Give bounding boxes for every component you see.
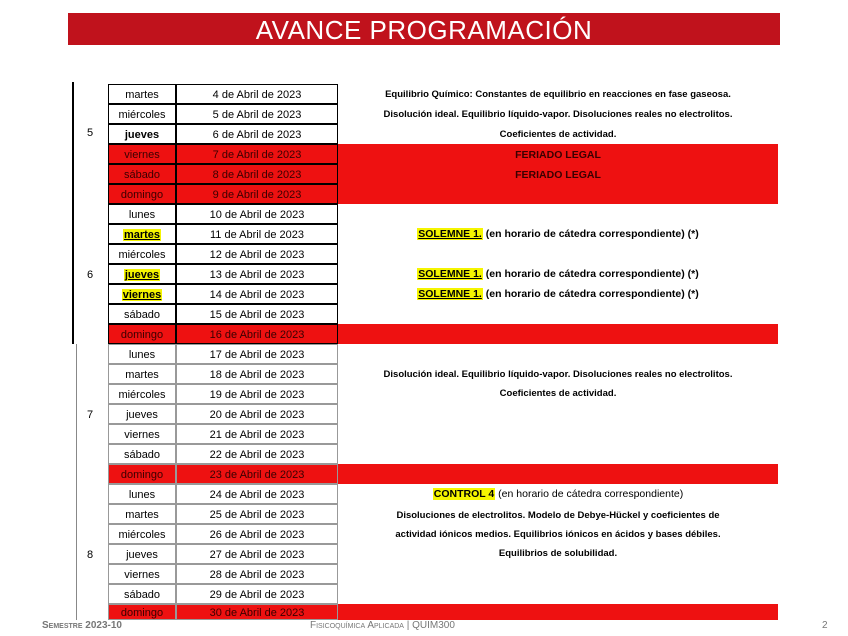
table-row: 9 de Abril de 2023 <box>176 184 338 204</box>
week-5-left-border <box>72 82 74 204</box>
table-row: 20 de Abril de 2023 <box>176 404 338 424</box>
footer-semester: Semestre 2023-10 <box>42 620 122 631</box>
highlighted-day: viernes <box>122 289 162 301</box>
control-note <box>338 488 778 500</box>
table-row: 26 de Abril de 2023 <box>176 524 338 544</box>
solemne-note <box>338 288 778 300</box>
table-row: 11 de Abril de 2023 <box>176 224 338 244</box>
table-row: 14 de Abril de 2023 <box>176 284 338 304</box>
control-text: (en horario de cátedra correspondiente) <box>495 488 684 500</box>
table-row: sábado <box>108 304 176 324</box>
table-row: lunes <box>108 204 176 224</box>
week-8-sunday-band <box>338 604 778 620</box>
holiday-label: FERIADO LEGAL <box>515 169 601 181</box>
table-row: 21 de Abril de 2023 <box>176 424 338 444</box>
table-row: 25 de Abril de 2023 <box>176 504 338 524</box>
solemne-note <box>338 268 778 280</box>
highlighted-day: jueves <box>124 269 160 281</box>
table-row: domingo <box>108 324 176 344</box>
solemne-label: SOLEMNE 1. <box>418 268 482 280</box>
table-row: jueves <box>108 404 176 424</box>
table-row: lunes <box>108 484 176 504</box>
solemne-note <box>338 228 778 240</box>
table-row: 22 de Abril de 2023 <box>176 444 338 464</box>
week-7-sunday-band <box>338 464 778 484</box>
table-row: 4 de Abril de 2023 <box>176 84 338 104</box>
week-8-desc-1: Disoluciones de electrolitos. Modelo de Debye-Hückel y coeficientes de <box>396 510 720 521</box>
table-row: martes <box>108 84 176 104</box>
table-row: 6 de Abril de 2023 <box>176 124 338 144</box>
title-banner <box>68 13 780 45</box>
week-7-number: 7 <box>86 409 94 421</box>
table-row: jueves <box>108 544 176 564</box>
table-row: miércoles <box>108 524 176 544</box>
table-row <box>108 284 176 304</box>
week-8-desc-2: actividad iónicos medios. Equilibrios iónicos en ácidos y bases débiles. <box>395 529 721 540</box>
week-5-number: 5 <box>86 127 94 139</box>
table-row: 30 de Abril de 2023 <box>176 604 338 620</box>
table-row: 23 de Abril de 2023 <box>176 464 338 484</box>
table-row: 15 de Abril de 2023 <box>176 304 338 324</box>
table-row: 5 de Abril de 2023 <box>176 104 338 124</box>
page-title: AVANCE PROGRAMACIÓN <box>255 15 593 45</box>
table-row: 28 de Abril de 2023 <box>176 564 338 584</box>
table-row: martes <box>108 504 176 524</box>
table-row: 16 de Abril de 2023 <box>176 324 338 344</box>
table-row: miércoles <box>108 104 176 124</box>
table-row: 27 de Abril de 2023 <box>176 544 338 564</box>
solemne-text: (en horario de cátedra correspondiente) (*) <box>482 228 699 240</box>
table-row: domingo <box>108 184 176 204</box>
table-row: lunes <box>108 344 176 364</box>
week-5-desc-2: Disolución ideal. Equilibrio líquido-vapor. Disoluciones reales no electrolitos. <box>383 109 733 120</box>
week-7-desc-2: Coeficientes de actividad. <box>499 388 617 399</box>
table-row: 17 de Abril de 2023 <box>176 344 338 364</box>
week-8-desc-3: Equilibrios de solubilidad. <box>498 548 618 559</box>
table-row: 12 de Abril de 2023 <box>176 244 338 264</box>
table-row: domingo <box>108 464 176 484</box>
week-6-number: 6 <box>86 269 94 281</box>
table-row: sábado <box>108 584 176 604</box>
table-row: 24 de Abril de 2023 <box>176 484 338 504</box>
table-row <box>108 264 176 284</box>
highlighted-day: martes <box>123 229 161 241</box>
table-row: viernes <box>108 144 176 164</box>
table-row <box>108 224 176 244</box>
table-row: 13 de Abril de 2023 <box>176 264 338 284</box>
table-row: 7 de Abril de 2023 <box>176 144 338 164</box>
holiday-label: FERIADO LEGAL <box>515 149 601 161</box>
solemne-label: SOLEMNE 1. <box>418 288 482 300</box>
table-row: 8 de Abril de 2023 <box>176 164 338 184</box>
table-row: 29 de Abril de 2023 <box>176 584 338 604</box>
table-row: viernes <box>108 564 176 584</box>
table-row: sábado <box>108 164 176 184</box>
week-5-desc-1: Equilibrio Químico: Constantes de equilibrio en reacciones en fase gaseosa. <box>385 89 731 100</box>
table-row: miércoles <box>108 384 176 404</box>
table-row: viernes <box>108 424 176 444</box>
footer-course: Fisicoquímica Aplicada | QUIM300 <box>310 620 455 631</box>
table-row: 18 de Abril de 2023 <box>176 364 338 384</box>
table-row: jueves <box>108 124 176 144</box>
solemne-text: (en horario de cátedra correspondiente) (*) <box>482 288 699 300</box>
week-5-desc-3: Coeficientes de actividad. <box>499 129 617 140</box>
week-8-number: 8 <box>86 549 94 561</box>
solemne-label: SOLEMNE 1. <box>418 228 482 240</box>
table-row: miércoles <box>108 244 176 264</box>
table-row: 19 de Abril de 2023 <box>176 384 338 404</box>
week-6-sunday-band <box>338 324 778 344</box>
solemne-text: (en horario de cátedra correspondiente) (*) <box>482 268 699 280</box>
table-row: domingo <box>108 604 176 620</box>
table-row: martes <box>108 364 176 384</box>
control-label: CONTROL 4 <box>433 488 495 500</box>
week-7-desc-1: Disolución ideal. Equilibrio líquido-vapor. Disoluciones reales no electrolitos. <box>383 369 733 380</box>
page-number: 2 <box>822 620 828 631</box>
table-row: sábado <box>108 444 176 464</box>
table-row: 10 de Abril de 2023 <box>176 204 338 224</box>
